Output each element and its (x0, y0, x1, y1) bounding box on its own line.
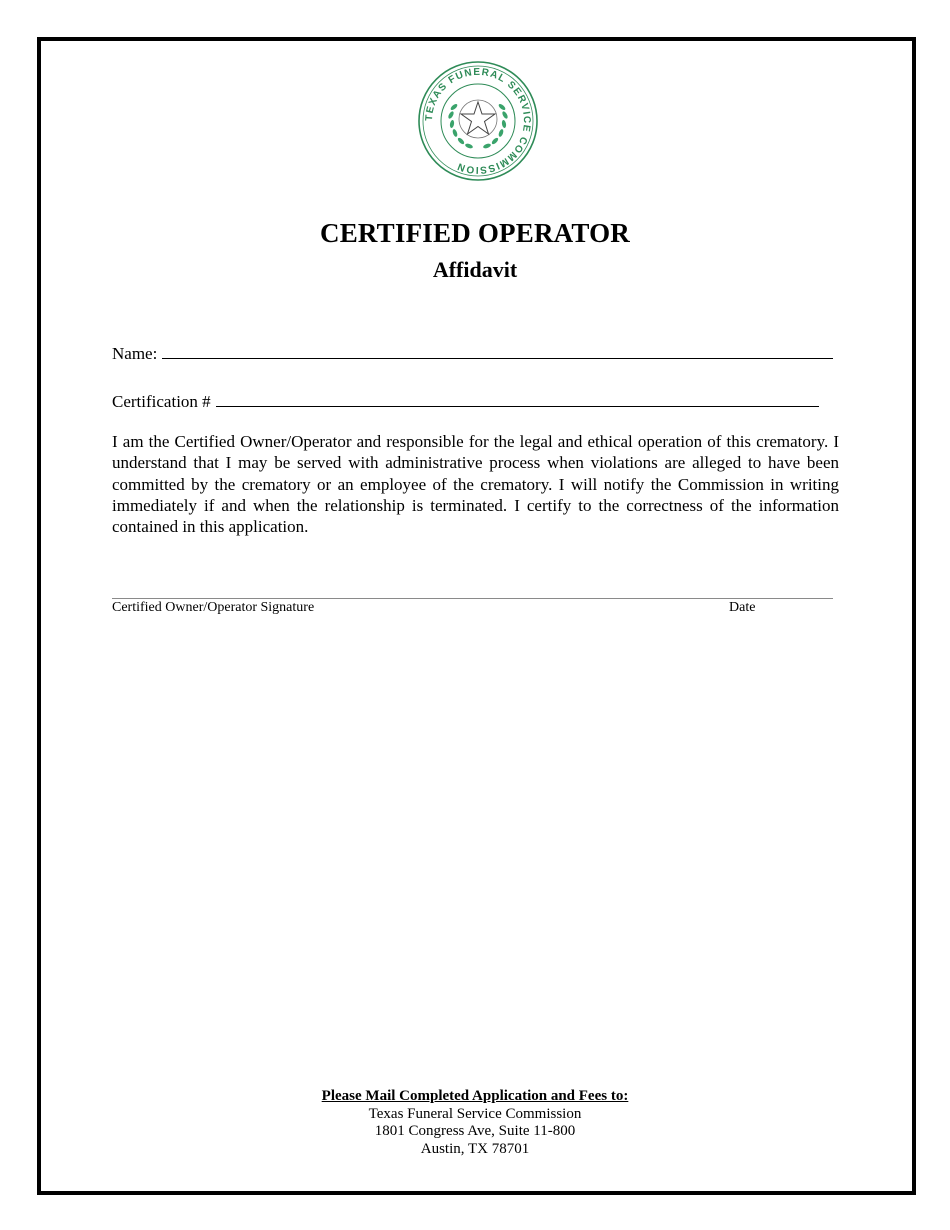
signature-label: Certified Owner/Operator Signature (112, 600, 315, 615)
name-field (112, 342, 833, 364)
mailing-org: Texas Funeral Service Commission (368, 1105, 582, 1122)
name-input-line[interactable] (162, 342, 833, 359)
mailing-city: Austin, TX 78701 (420, 1140, 530, 1157)
affidavit-statement: I am the Certified Owner/Operator and responsible for the legal and ethical operation of this crematory. I understand that I may be served with administrative process when violations are alleged to have been committed by the crematory or an employee of the crematory. I will notify the Commission in writing immediately if and when the relationship is terminated. I certify to the correctness of the information contained in this application. (112, 432, 839, 537)
date-label: Date (729, 600, 756, 615)
certification-label: Certification # (112, 392, 211, 411)
page-border (37, 37, 916, 1195)
mailing-street: 1801 Congress Ave, Suite 11-800 (374, 1123, 576, 1139)
seal-text: TEXAS FUNERAL SERVICE COMMISSION (423, 66, 533, 176)
mailing-instructions (0, 1088, 950, 1158)
mailing-heading: Please Mail Completed Application and Fees to: (321, 1088, 629, 1104)
commission-seal (415, 60, 541, 182)
document-title: CERTIFIED OPERATOR (320, 218, 630, 248)
signature-line[interactable] (112, 598, 833, 599)
document-subtitle: Affidavit (432, 257, 518, 282)
certification-input-line[interactable] (216, 390, 819, 407)
certification-field (112, 390, 819, 412)
name-label: Name: (112, 344, 158, 363)
